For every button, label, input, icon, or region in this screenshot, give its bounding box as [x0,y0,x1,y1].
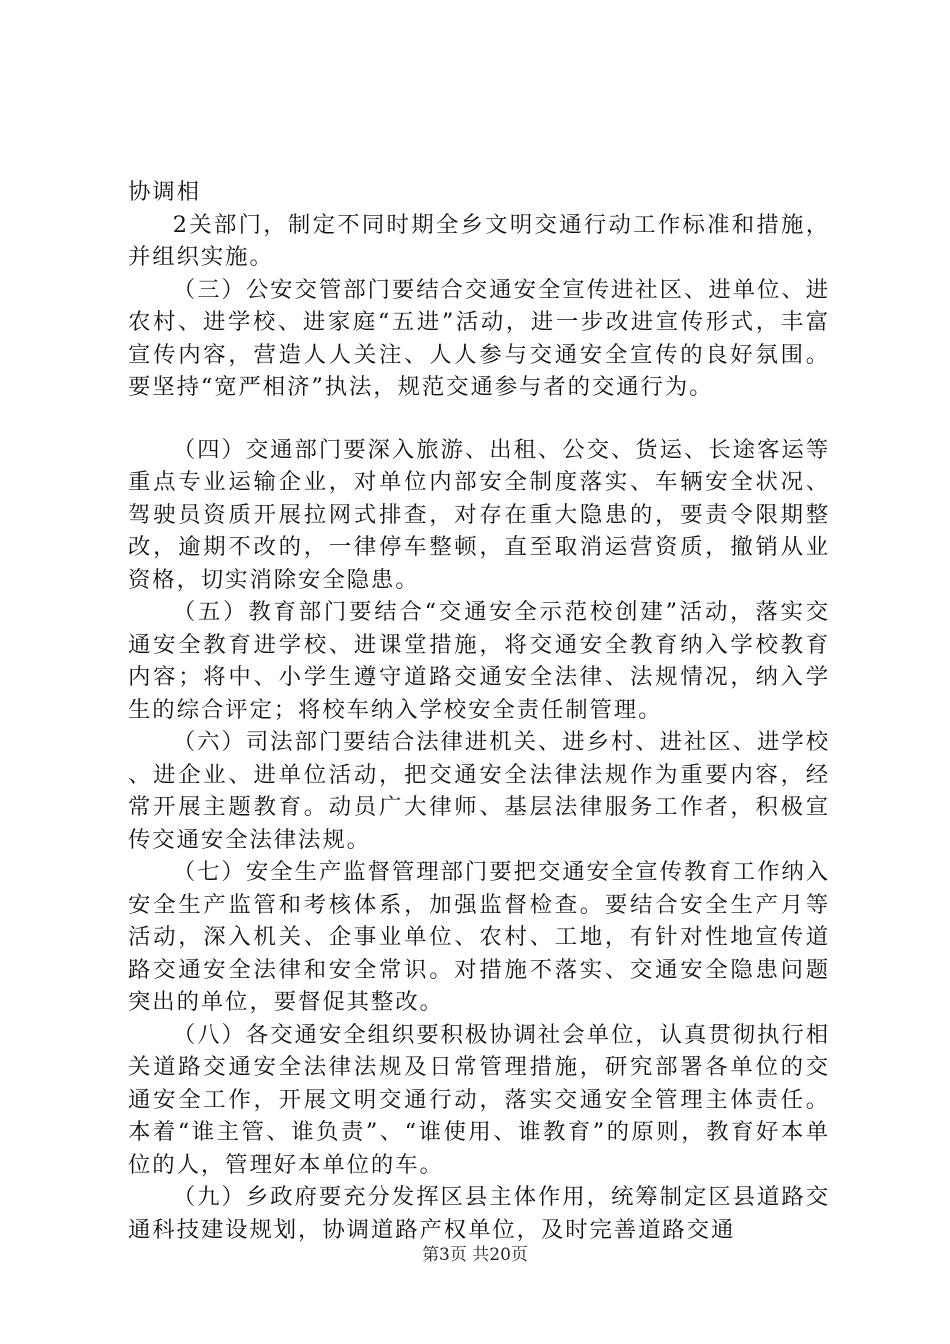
paragraph-5: （五）教育部门要结合“交通安全示范校创建”活动，落实交通安全教育进学校、进课堂措施，将交通安全教育纳入学校教育内容；将中、小学生遵守道路交通安全法律、法规情况，纳入学生的综合评定；将校车纳入学校安全责任制管理。 [128,599,830,723]
paragraph-7: （七）安全生产监督管理部门要把交通安全宣传教育工作纳入安全生产监管和考核体系，加强监督检查。要结合安全生产月等活动，深入机关、企事业单位、农村、工地，有针对性地宣传道路交通安全法律和安全常识。对措施不落实、交通安全隐患问题突出的单位，要督促其整改。 [128,859,830,1015]
document-body [128,176,830,1246]
paragraph-4: （四）交通部门要深入旅游、出租、公交、货运、长途客运等重点专业运输企业，对单位内部安全制度落实、车辆安全状况、驾驶员资质开展拉网式排查，对存在重大隐患的，要责令限期整改，逾期不改的，一律停车整顿，直至取消运营资质，撤销从业资格，切实消除安全隐患。 [128,436,830,593]
paragraph-3: （三）公安交管部门要结合交通安全宣传进社区、进单位、进农村、进学校、进家庭“五进”活动，进一步改进宣传形式，丰富宣传内容，营造人人关注、人人参与交通安全宣传的良好氛围。要坚持“宽严相济”执法，规范交通参与者的交通行为。 [128,276,830,400]
paragraph-8: （八）各交通安全组织要积极协调社会单位，认真贯彻执行相关道路交通安全法律法规及日常管理措施，研究部署各单位的交通安全工作，开展文明交通行动，落实交通安全管理主体责任。本着“谁主管、谁负责”、“谁使用、谁教育”的原则，教育好本单位的人，管理好本单位的车。 [128,1021,830,1178]
paragraph-6: （六）司法部门要结合法律进机关、进乡村、进社区、进学校、进企业、进单位活动，把交通安全法律法规作为重要内容，经常开展主题教育。动员广大律师、基层法律服务工作者，积极宣传交通安全法律法规。 [128,729,830,853]
paragraph-fragment-heading: 协调相 [128,179,201,205]
paragraph-9: （九）乡政府要充分发挥区县主体作用，统筹制定区县道路交通科技建设规划，协调道路产权单位，及时完善道路交通 [128,1184,830,1243]
page-footer: 第3页 共20页 [422,1245,528,1265]
paragraph-2: 2关部门，制定不同时期全乡文明交通行动工作标准和措施，并组织实施。 [128,211,830,270]
